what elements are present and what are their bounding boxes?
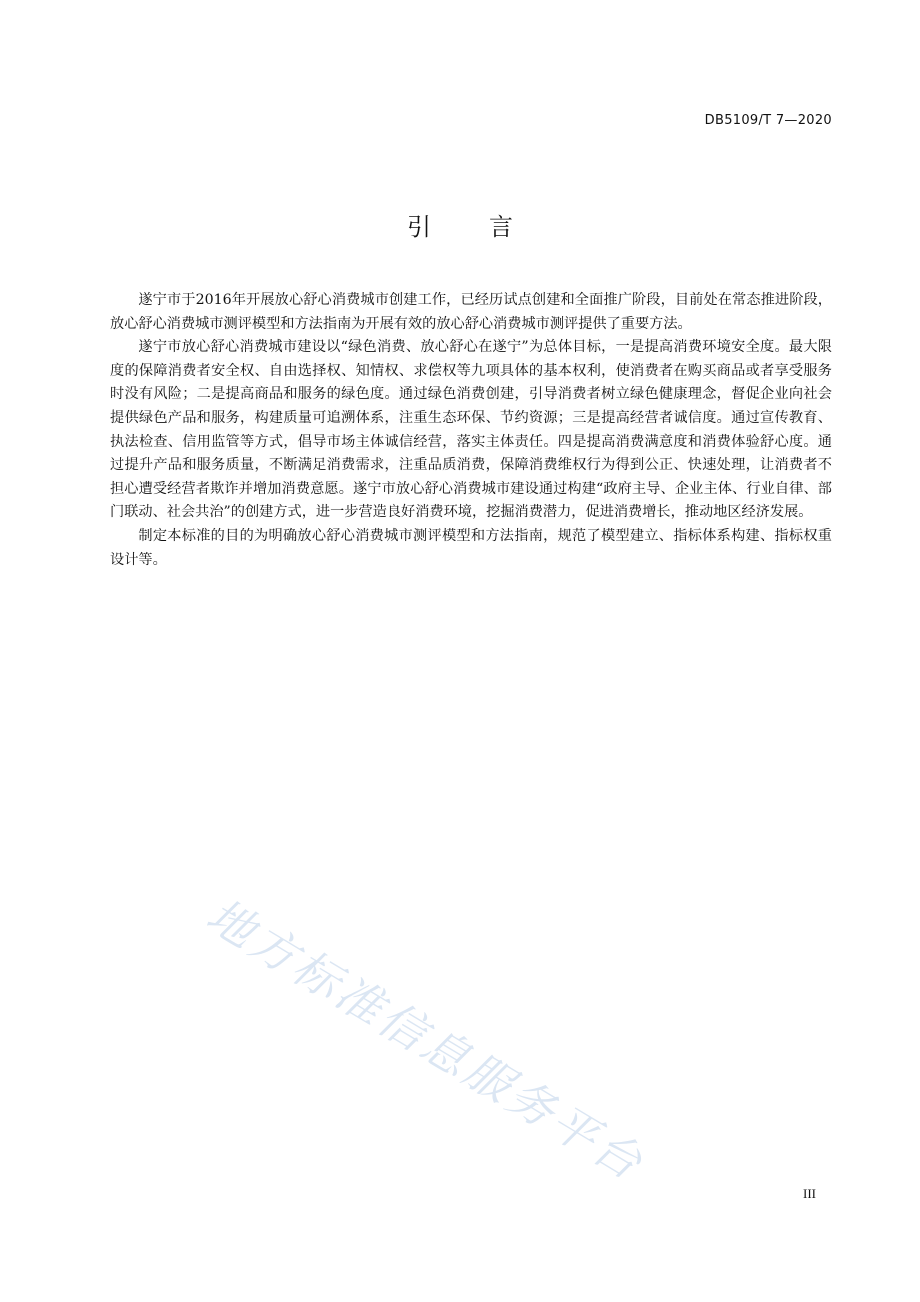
- page-number: III: [803, 1186, 816, 1201]
- page-title: 引言: [407, 213, 571, 241]
- paragraph-3: 制定本标准的目的为明确放心舒心消费城市测评模型和方法指南，规范了模型建立、指标体系构建、指标权重设计等。: [110, 527, 832, 568]
- paragraph-2: 遂宁市放心舒心消费城市建设以“绿色消费、放心舒心在遂宁”为总体目标，一是提高消费环境安全度。最大限度的保障消费者安全权、自由选择权、知情权、求偿权等九项具体的基本权利，使消费者在购买商品或者享受服务时没有风险；二是提高商品和服务的绿色度。通过绿色消费创建，引导消费者树立绿色健康理念，督促企业向社会提供绿色产品和服务，构建质量可追溯体系，注重生态环保、节约资源；三是提高经营者诚信度。通过宣传教育、执法检查、信用监管等方式，倡导市场主体诚信经营，落实主体责任。四是提高消费满意度和消费体验舒心度。通过提升产品和服务质量，不断满足消费需求，注重品质消费，保障消费维权行为得到公正、快速处理，让消费者不担心遭受经营者欺诈并增加消费意愿。遂宁市放心舒心消费城市建设通过构建“政府主导、企业主体、行业自律、部门联动、社会共治”的创建方式，进一步营造良好消费环境，挖掘消费潜力，促进消费增长，推动地区经济发展。: [110, 339, 832, 521]
- body-text: [110, 289, 832, 572]
- document-code: DB5109/T 7—2020: [704, 113, 832, 128]
- watermark-text: 地方标准信息服务平台: [197, 887, 654, 1192]
- paragraph-1: 遂宁市于2016年开展放心舒心消费城市创建工作，已经历试点创建和全面推广阶段，目前处在常态推进阶段，放心舒心消费城市测评模型和方法指南为开展有效的放心舒心消费城市测评提供了重要方法。: [110, 292, 832, 332]
